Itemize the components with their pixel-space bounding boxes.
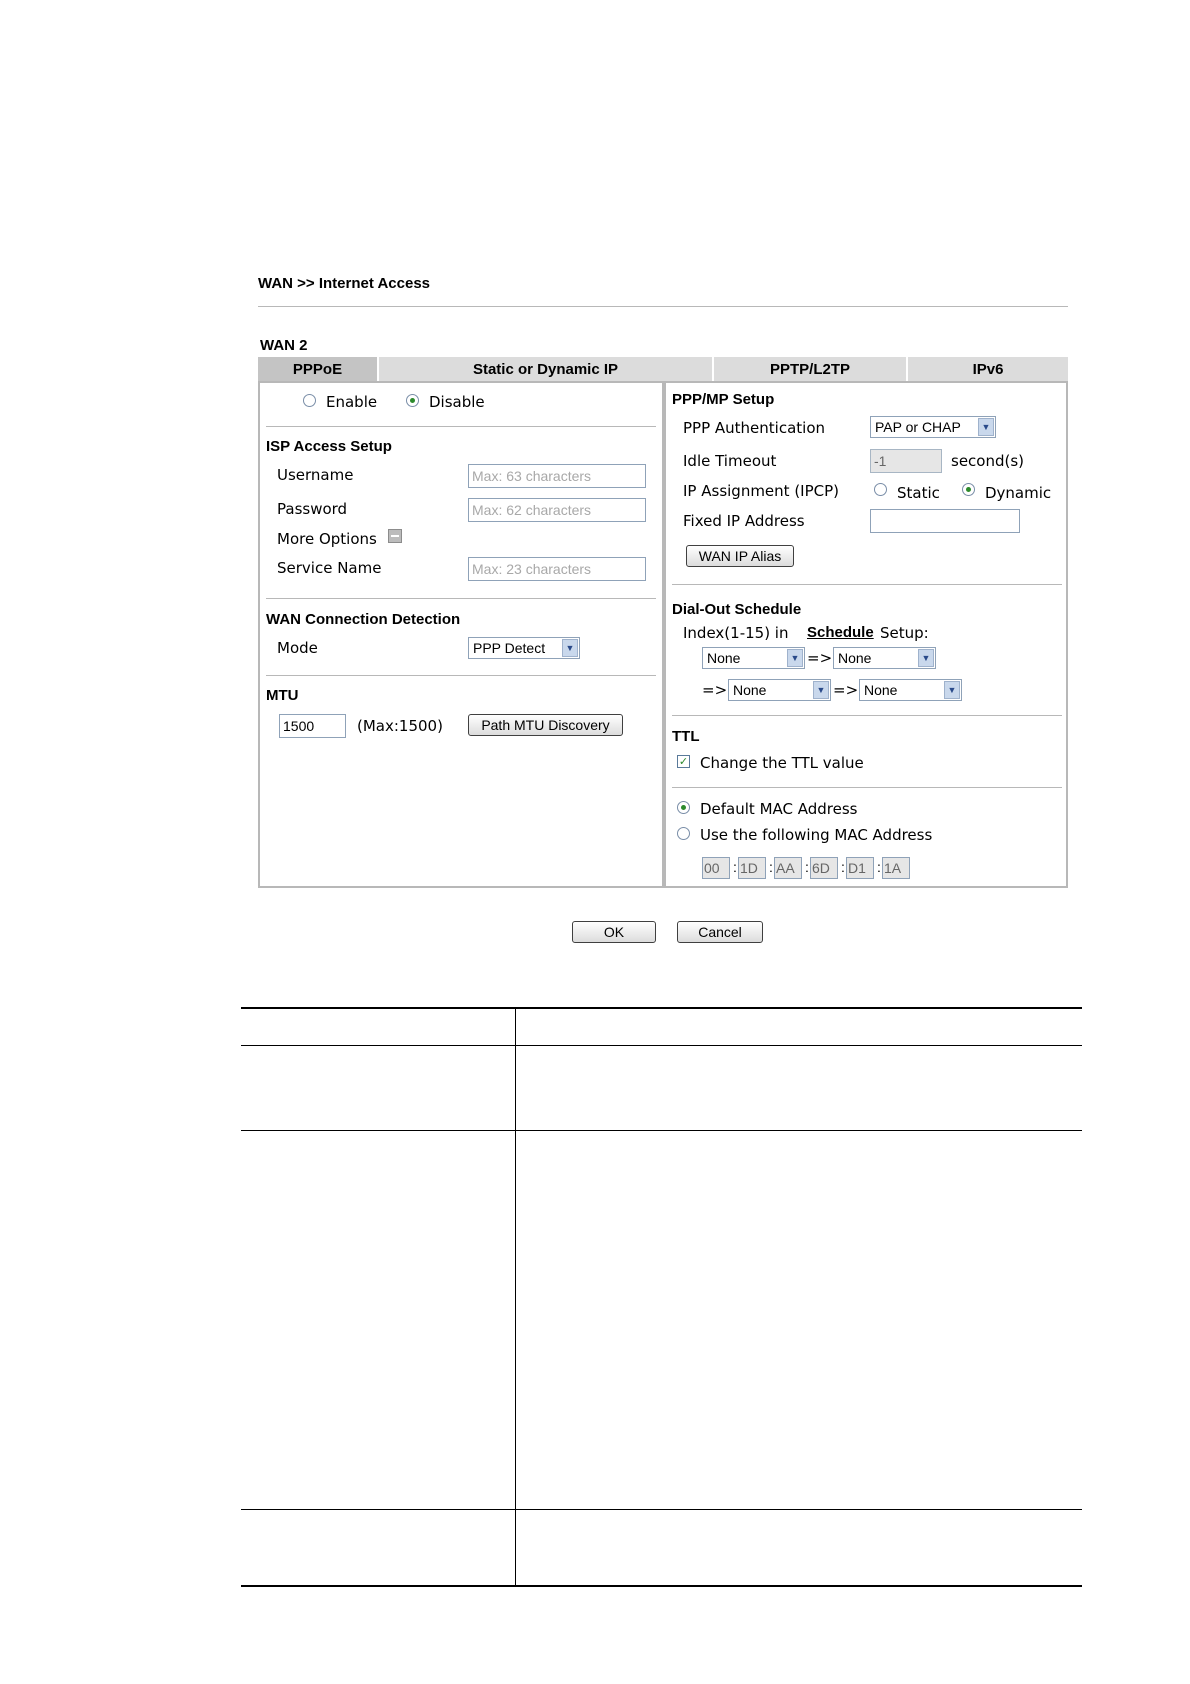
schedule-arrow: =>: [833, 681, 859, 699]
custom-mac-label: Use the following MAC Address: [700, 826, 933, 844]
divider: [672, 715, 1062, 716]
divider: [266, 675, 656, 676]
breadcrumb-divider: [258, 306, 1068, 307]
ttl-title: TTL: [672, 728, 700, 745]
dial-out-schedule-title: Dial-Out Schedule: [672, 601, 802, 618]
collapse-icon[interactable]: [388, 529, 402, 543]
breadcrumb: WAN >> Internet Access: [258, 275, 431, 292]
table-top-rule: [241, 1007, 1082, 1009]
schedule-slot-2-value: None: [838, 650, 872, 666]
mac-octet-2-input[interactable]: [738, 857, 766, 879]
mac-octet-3-input[interactable]: [774, 857, 802, 879]
schedule-index-suffix: Setup:: [880, 624, 929, 642]
table-header-rule: [241, 1045, 1082, 1046]
idle-timeout-unit: second(s): [951, 452, 1025, 470]
schedule-index-prefix: Index(1-15) in: [683, 624, 789, 642]
enable-label: Enable: [326, 393, 378, 411]
schedule-arrow: =>: [807, 649, 833, 667]
mode-select[interactable]: [468, 637, 580, 659]
idle-timeout-label: Idle Timeout: [683, 452, 777, 470]
dynamic-radio[interactable]: [962, 483, 975, 496]
ppp-mp-setup-title: PPP/MP Setup: [672, 391, 775, 408]
mac-separator: :: [769, 859, 773, 875]
mtu-input[interactable]: [279, 714, 346, 738]
divider: [266, 426, 656, 427]
schedule-slot-4-value: None: [864, 682, 898, 698]
idle-timeout-input[interactable]: [870, 449, 942, 473]
more-options-label: More Options: [277, 530, 377, 548]
mac-octet-6-input[interactable]: [882, 857, 910, 879]
schedule-slot-3-value: None: [733, 682, 767, 698]
mac-octet-4-input[interactable]: [810, 857, 838, 879]
default-mac-radio[interactable]: [677, 801, 690, 814]
ppp-authentication-select[interactable]: [870, 416, 996, 438]
chevron-down-icon: ▼: [978, 418, 994, 436]
schedule-link[interactable]: Schedule: [807, 624, 874, 641]
left-panel: [258, 381, 664, 888]
custom-mac-radio[interactable]: [677, 827, 690, 840]
wan-connection-detection-title: WAN Connection Detection: [266, 611, 461, 628]
schedule-slot-3-select[interactable]: [728, 679, 831, 701]
wan-ip-alias-button[interactable]: WAN IP Alias: [686, 545, 794, 567]
static-label: Static: [897, 484, 940, 502]
ok-button[interactable]: OK: [572, 921, 656, 943]
change-ttl-checkbox[interactable]: ✓: [678, 755, 689, 768]
disable-radio[interactable]: [406, 394, 419, 407]
chevron-down-icon: ▼: [562, 639, 578, 657]
mode-value: PPP Detect: [473, 640, 546, 656]
cancel-button[interactable]: Cancel: [677, 921, 763, 943]
static-radio[interactable]: [874, 483, 887, 496]
mtu-max-text: (Max:1500): [357, 717, 443, 735]
tab-static-dynamic-ip[interactable]: Static or Dynamic IP: [379, 357, 712, 381]
divider: [672, 584, 1062, 585]
table-column-divider: [515, 1007, 516, 1587]
mac-separator: :: [877, 859, 881, 875]
username-input[interactable]: [468, 464, 646, 488]
path-mtu-discovery-button[interactable]: Path MTU Discovery: [468, 714, 623, 736]
tab-pptp-l2tp[interactable]: PPTP/L2TP: [714, 357, 906, 381]
chevron-down-icon: ▼: [813, 681, 829, 699]
chevron-down-icon: ▼: [944, 681, 960, 699]
fixed-ip-address-label: Fixed IP Address: [683, 512, 805, 530]
chevron-down-icon: ▼: [918, 649, 934, 667]
right-panel: [664, 381, 1068, 888]
password-label: Password: [277, 500, 348, 518]
mac-separator: :: [841, 859, 845, 875]
mtu-title: MTU: [266, 687, 299, 704]
wan-title: WAN 2: [260, 337, 308, 354]
enable-radio[interactable]: [303, 394, 316, 407]
username-label: Username: [277, 466, 354, 484]
mac-separator: :: [805, 859, 809, 875]
mode-label: Mode: [277, 639, 318, 657]
tab-ipv6[interactable]: IPv6: [908, 357, 1068, 381]
table-bottom-rule: [241, 1585, 1082, 1587]
divider: [672, 787, 1062, 788]
schedule-slot-1-value: None: [707, 650, 741, 666]
ppp-authentication-value: PAP or CHAP: [875, 419, 961, 435]
fixed-ip-address-input[interactable]: [870, 509, 1020, 533]
service-name-input[interactable]: [468, 557, 646, 581]
divider: [266, 598, 656, 599]
service-name-label: Service Name: [277, 559, 382, 577]
ip-assignment-label: IP Assignment (IPCP): [683, 482, 840, 500]
disable-label: Disable: [429, 393, 485, 411]
mac-octet-1-input[interactable]: [702, 857, 730, 879]
isp-access-setup-title: ISP Access Setup: [266, 438, 392, 455]
password-input[interactable]: [468, 498, 646, 522]
default-mac-label: Default MAC Address: [700, 800, 858, 818]
mac-separator: :: [733, 859, 737, 875]
schedule-arrow: =>: [702, 681, 728, 699]
schedule-slot-2-select[interactable]: [833, 647, 936, 669]
ppp-authentication-label: PPP Authentication: [683, 419, 826, 437]
change-ttl-label: Change the TTL value: [700, 754, 864, 772]
chevron-down-icon: ▼: [787, 649, 803, 667]
table-row-rule: [241, 1130, 1082, 1131]
mac-octet-5-input[interactable]: [846, 857, 874, 879]
tab-pppoe[interactable]: PPPoE: [258, 357, 377, 381]
schedule-slot-1-select[interactable]: [702, 647, 805, 669]
table-row-rule: [241, 1509, 1082, 1510]
dynamic-label: Dynamic: [985, 484, 1052, 502]
schedule-slot-4-select[interactable]: [859, 679, 962, 701]
